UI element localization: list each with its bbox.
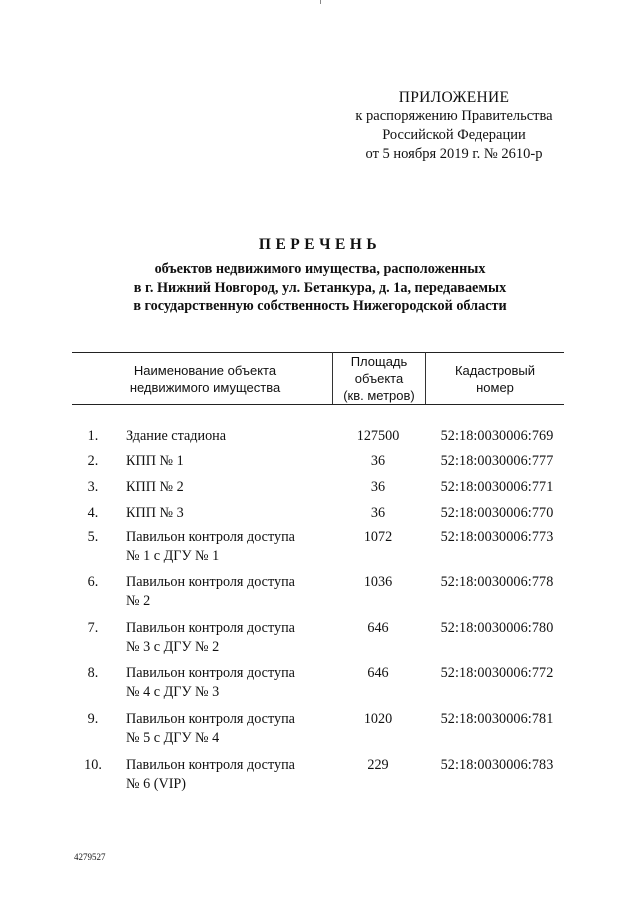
row-name-line-2: № 4 с ДГУ № 3 <box>126 683 220 700</box>
header-name-line-2: недвижимого имущества <box>129 380 281 395</box>
appendix-title: ПРИЛОЖЕНИЕ <box>398 89 510 106</box>
row-name-line-1: Павильон контроля доступа <box>126 620 295 636</box>
row-area: 36 <box>370 453 386 469</box>
row-name-line-1: Павильон контроля доступа <box>126 665 295 681</box>
row-cadastral: 52:18:0030006:773 <box>440 529 554 545</box>
row-area: 36 <box>370 505 386 521</box>
header-area-line-2: объекта <box>354 371 404 386</box>
row-name <box>126 504 326 523</box>
row-name-line-1: КПП № 2 <box>126 479 184 495</box>
row-name <box>126 573 326 610</box>
row-cadastral: 52:18:0030006:772 <box>440 665 554 681</box>
row-name-line-1: КПП № 3 <box>126 505 184 521</box>
subtitle-line-3: в государственную собственность Нижегородской области <box>133 298 507 314</box>
row-number: 3. <box>87 479 99 495</box>
row-area: 36 <box>370 479 386 495</box>
row-name-line-1: Здание стадиона <box>126 428 227 444</box>
row-cadastral: 52:18:0030006:770 <box>440 505 554 521</box>
row-area: 646 <box>367 665 389 681</box>
row-area: 1036 <box>363 574 393 590</box>
row-name-line-1: КПП № 1 <box>126 453 184 469</box>
appendix-line-2: к распоряжению Правительства <box>355 108 553 124</box>
row-name <box>126 452 326 471</box>
row-area: 646 <box>367 620 389 636</box>
header-name <box>90 362 320 396</box>
row-number: 1. <box>87 428 99 444</box>
document-title: ПЕРЕЧЕНЬ <box>258 236 382 253</box>
row-area: 127500 <box>356 428 400 444</box>
scan-mark <box>320 0 321 4</box>
footer-code: 4279527 <box>74 852 106 862</box>
row-name-line-1: Павильон контроля доступа <box>126 757 295 773</box>
row-name-line-2: № 1 с ДГУ № 1 <box>126 547 220 564</box>
header-area-line-3: (кв. метров) <box>343 388 415 403</box>
header-cadastral <box>426 362 564 396</box>
row-name <box>126 710 326 747</box>
row-cadastral: 52:18:0030006:769 <box>440 428 554 444</box>
header-area-line-1: Площадь <box>350 354 408 369</box>
header-cad-line-1: Кадастровый <box>454 363 536 378</box>
row-cadastral: 52:18:0030006:781 <box>440 711 554 727</box>
row-cadastral: 52:18:0030006:771 <box>440 479 554 495</box>
row-number: 4. <box>87 505 99 521</box>
row-name-line-2: № 5 с ДГУ № 4 <box>126 729 220 746</box>
subtitle-line-1: объектов недвижимого имущества, расположенных <box>154 261 486 277</box>
row-number: 2. <box>87 453 99 469</box>
row-name <box>126 427 326 446</box>
row-cadastral: 52:18:0030006:777 <box>440 453 554 469</box>
row-area: 1072 <box>363 529 393 545</box>
header-cad-line-2: номер <box>476 380 514 395</box>
row-number: 7. <box>87 620 99 636</box>
row-number: 8. <box>87 665 99 681</box>
header-area <box>333 353 425 404</box>
header-bottom-rule <box>72 404 564 405</box>
row-name-line-1: Павильон контроля доступа <box>126 574 295 590</box>
header-top-rule <box>72 352 564 353</box>
row-number: 10. <box>84 757 102 773</box>
appendix-block <box>330 88 578 164</box>
row-name <box>126 619 326 656</box>
row-number: 5. <box>87 529 99 545</box>
row-name-line-1: Павильон контроля доступа <box>126 711 295 727</box>
row-name <box>126 528 326 565</box>
row-name-line-2: № 3 с ДГУ № 2 <box>126 638 220 655</box>
appendix-line-3: Российской Федерации <box>382 127 526 143</box>
row-cadastral: 52:18:0030006:783 <box>440 757 554 773</box>
row-number: 6. <box>87 574 99 590</box>
row-name <box>126 664 326 701</box>
row-name-line-2: № 6 (VIP) <box>126 775 187 792</box>
row-area: 229 <box>367 757 389 773</box>
subtitle-line-2: в г. Нижний Новгород, ул. Бетанкура, д. 1а, передаваемых <box>133 279 507 296</box>
row-name-line-2: № 2 <box>126 592 151 609</box>
appendix-date-number: от 5 ноября 2019 г. № 2610-р <box>365 146 543 162</box>
row-name <box>126 478 326 497</box>
row-number: 9. <box>87 711 99 727</box>
row-name-line-1: Павильон контроля доступа <box>126 529 295 545</box>
header-name-line-1: Наименование объекта <box>133 363 277 378</box>
row-cadastral: 52:18:0030006:780 <box>440 620 554 636</box>
row-cadastral: 52:18:0030006:778 <box>440 574 554 590</box>
document-subtitle <box>90 260 550 316</box>
row-area: 1020 <box>363 711 393 727</box>
row-name <box>126 756 326 793</box>
